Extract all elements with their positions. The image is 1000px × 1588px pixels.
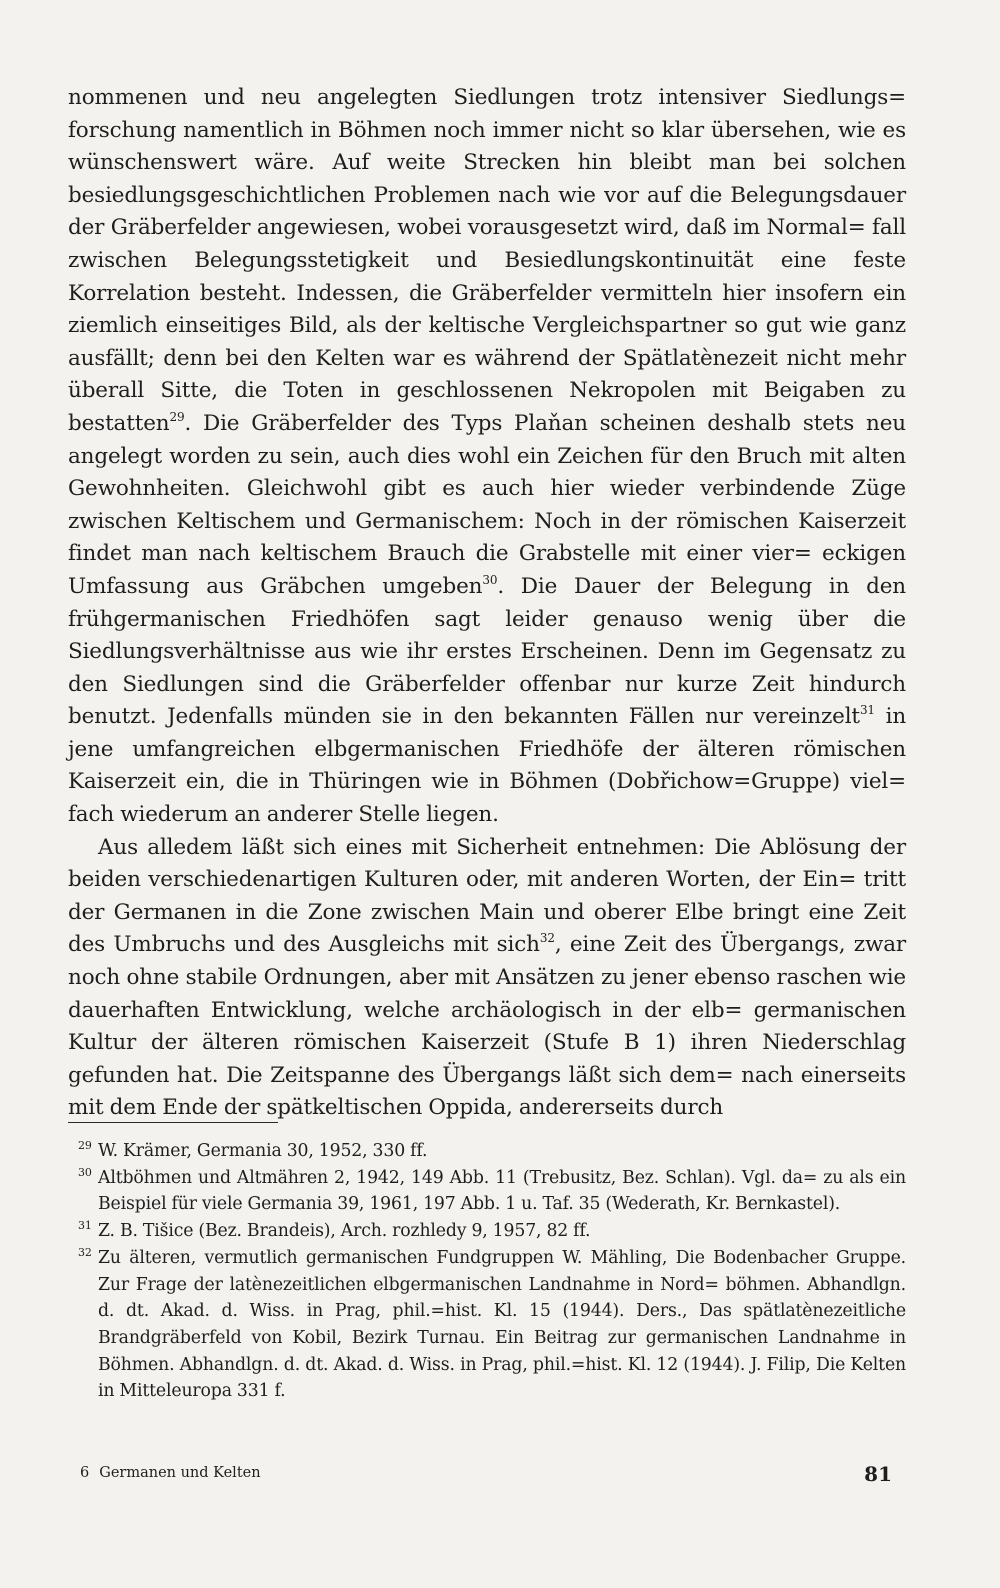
signature-number: 6: [80, 1465, 90, 1481]
body-text: [68, 82, 906, 1125]
footnote-divider: [68, 1122, 278, 1123]
paragraph-1-text-3: . Die Dauer der Belegung in den frühgermanischen Friedhöfen sagt leider genauso wenig über die Siedlungsverhältnisse aus wie ihr erstes Erscheinen. Denn im Gegensatz zu den Siedlungen sind die Gräberfelder offenbar nur kurze Zeit hindurch benutzt. Jedenfalls münden sie in den bekannten Fällen nur vereinzelt: [68, 573, 906, 730]
footnote-30: [68, 1165, 906, 1218]
main-text: [68, 82, 906, 1125]
paragraph-1: [68, 82, 906, 832]
footnote-ref-31: 31: [859, 703, 875, 718]
footnote-number: 31: [78, 1219, 92, 1233]
footnote-ref-29: 29: [169, 409, 185, 424]
footnote-number: 32: [78, 1245, 92, 1259]
footnote-number: 30: [78, 1165, 92, 1179]
footnotes: [68, 1138, 906, 1405]
paragraph-1-text-1: nommenen und neu angelegten Siedlungen trotz intensiver Siedlungs= forschung namentlich in Böhmen noch immer nicht so klar übersehen, wie es wünschenswert wäre. Auf weite Strecken hin bleibt man bei solchen besiedlungsgeschichtlichen Problemen nach wie vor auf die Belegungsdauer der Gräberfelder angewiesen, wobei vorausgesetzt wird, daß im Normal= fall zwischen Belegungsstetigkeit und Besiedlungskontinuität eine feste Korrelation besteht. Indessen, die Gräberfelder vermitteln hier insofern ein ziemlich einseitiges Bild, als der keltische Vergleichspartner so gut wie ganz ausfällt; denn bei den Kelten war es während der Spätlatènezeit nicht mehr überall Sitte, die Toten in geschlossenen Nekropolen mit Beigaben zu bestatten: [68, 85, 906, 436]
paragraph-2: [68, 832, 906, 1125]
footnote-number: 29: [78, 1139, 92, 1152]
paragraph-2-text-1: Aus alledem läßt sich eines mit Sicherheit entnehmen: Die Ablösung der beiden verschiedenartigen Kulturen oder, mit anderen Worten, der Ein= tritt der Germanen in die Zone zwischen Main und oberer Elbe bringt eine Zeit des Umbruchs und des Ausgleichs mit sich: [68, 834, 906, 958]
footnote-text: Altböhmen und Altmähren 2, 1942, 149 Abb. 11 (Trebusitz, Bez. Schlan). Vgl. da= zu als ein Beispiel für viele Germania 39, 1961, 197 Abb. 1 u. Taf. 35 (Wederath, Kr. Bernkastel).: [98, 1167, 906, 1215]
paragraph-1-text-4: in jene umfangreichen elbgermanischen Friedhöfe der älteren römischen Kaiserzeit ein, die in Thüringen wie in Böhmen (Dobřichow=Gruppe) viel= fach wiederum an anderer Stelle liegen.: [68, 704, 907, 828]
page-number: 81: [864, 1462, 892, 1486]
paragraph-1-text-2: . Die Gräberfelder des Typs Plaňan scheinen deshalb stets neu angelegt worden zu sein, auch dies wohl ein Zeichen für den Bruch mit alten Gewohnheiten. Gleichwohl gibt es auch hier wieder verbindende Züge zwischen Keltischem und Germanischem: Noch in der römischen Kaiserzeit findet man nach keltischem Brauch die Grabstelle mit einer vier= eckigen Umfassung aus Gräbchen umgeben: [68, 410, 906, 599]
footnote-text: Zu älteren, vermutlich germanischen Fundgruppen W. Mähling, Die Bodenbacher Gruppe. Zur Frage der latènezeitlichen elbgermanischen Landnahme in Nord= böhmen. Abhandlgn. d. dt. Akad. d. Wiss. in Prag, phil.=hist. Kl. 15 (1944). Ders., Das spätlatènezeitliche Brandgräberfeld von Kobil, Bezirk Turnau. Ein Beitrag zur germanischen Landnahme in Böhmen. Abhandlgn. d. dt. Akad. d. Wiss. in Prag, phil.=hist. Kl. 12 (1944). J. Filip, Die Kelten in Mitteleuropa 331 f.: [98, 1247, 906, 1402]
signature-title: Germanen und Kelten: [99, 1465, 261, 1481]
paragraph-2-text-2: , eine Zeit des Übergangs, zwar noch ohne stabile Ordnungen, aber mit Ansätzen zu jener ebenso raschen wie dauerhaften Entwicklung, welche archäologisch in der elb= germanischen Kultur der älteren römischen Kaiserzeit (Stufe B 1) ihren Niederschlag gefunden hat. Die Zeitspanne des Übergangs läßt sich dem= nach einerseits mit dem Ende der spätkeltischen Oppida, andererseits durch: [68, 932, 906, 1121]
printer-signature: [80, 1465, 261, 1481]
footnote-32: [68, 1245, 906, 1405]
footnote-ref-32: 32: [539, 931, 555, 946]
footnote-31: [68, 1218, 906, 1245]
footnote-ref-30: 30: [482, 572, 498, 587]
footnote-text: Z. B. Tišice (Bez. Brandeis), Arch. rozhledy 9, 1957, 82 ff.: [98, 1221, 591, 1242]
footnote-29: [68, 1138, 906, 1165]
footnote-text: W. Krämer, Germania 30, 1952, 330 ff.: [98, 1141, 428, 1161]
